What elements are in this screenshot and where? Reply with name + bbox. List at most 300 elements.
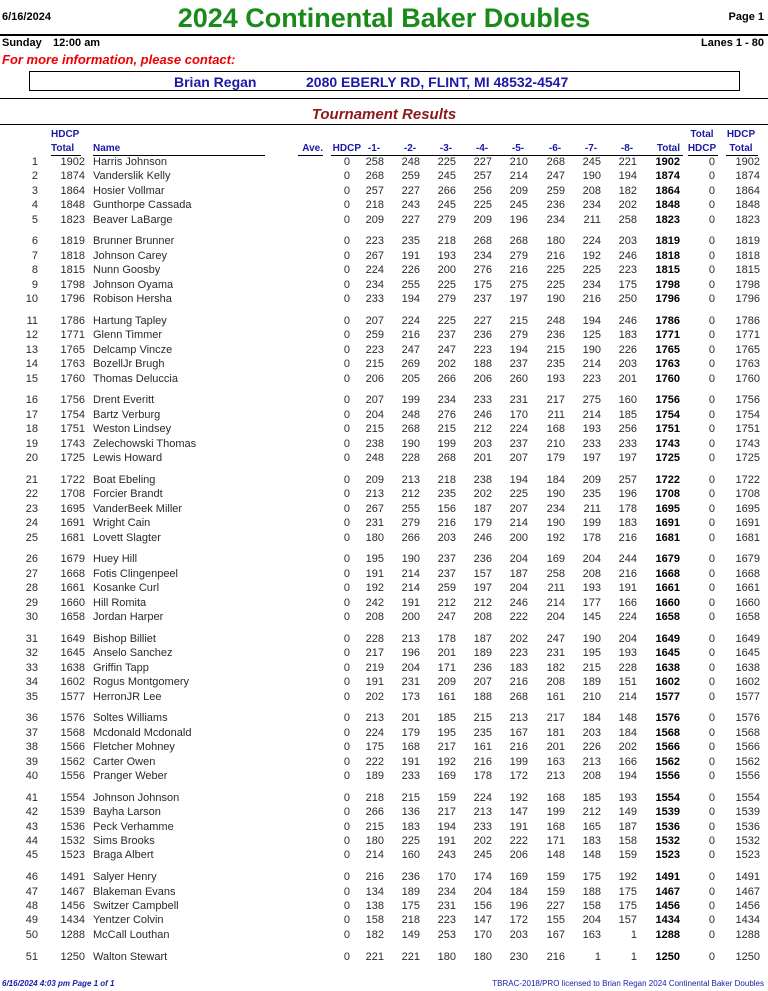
table-row [0, 488, 768, 502]
cell-total-hdcp: 0 [708, 293, 715, 306]
cell-game-7: 214 [582, 358, 601, 371]
cell-hdcp: 0 [343, 690, 350, 703]
cell-rank: 47 [25, 885, 38, 898]
cell-hdcp: 0 [343, 473, 350, 486]
cell-game-8: 228 [618, 661, 637, 674]
cell-hdcp: 0 [343, 661, 350, 674]
cell-total-hdcp: 0 [708, 372, 715, 385]
cell-total-hdcp: 0 [708, 899, 715, 912]
cell-rank: 30 [25, 611, 38, 623]
cell-game-6: 148 [546, 849, 565, 862]
cell-game-4: 156 [473, 899, 492, 912]
cell-game-1: 238 [365, 437, 384, 450]
cell-total: 1771 [655, 329, 680, 342]
cell-game-8: 194 [618, 170, 637, 183]
cell-total: 1568 [655, 726, 680, 739]
cell-hdcp-total: 1765 [60, 343, 85, 356]
cell-game-6: 211 [547, 582, 565, 595]
cell-game-8: 193 [618, 791, 637, 804]
cell-total: 1556 [655, 769, 680, 782]
table-row [0, 662, 768, 676]
cell-game-2: 228 [401, 452, 420, 465]
cell-total: 1566 [655, 741, 680, 753]
cell-name: BozellJr Brugh [93, 358, 165, 371]
cell-hdcp: 0 [343, 293, 350, 306]
table-row [0, 532, 768, 546]
cell-game-4: 202 [473, 835, 492, 847]
cell-rank: 11 [26, 314, 38, 327]
cell-game-7: 125 [582, 329, 601, 342]
cell-hdcp: 0 [343, 264, 350, 277]
cell-rank: 32 [25, 647, 38, 660]
cell-total: 1818 [655, 249, 680, 262]
cell-game-7: 190 [582, 343, 601, 356]
table-row [0, 756, 768, 770]
cell-game-3: 234 [437, 394, 456, 407]
cell-hdcp-total: 1722 [60, 473, 85, 486]
cell-game-5: 199 [509, 755, 528, 768]
cell-rank: 4 [31, 199, 38, 212]
cell-hdcp-total: 1760 [60, 372, 85, 385]
col-hdcp-total2-top: HDCP [726, 129, 756, 140]
cell-rank: 14 [25, 358, 38, 371]
cell-game-3: 193 [437, 249, 456, 262]
cell-total: 1760 [655, 372, 680, 385]
cell-hdcp-total: 1756 [60, 394, 85, 407]
cell-game-4: 188 [473, 358, 492, 371]
cell-game-6: 236 [546, 329, 565, 342]
cell-game-8: 197 [618, 452, 637, 465]
cell-name: Walton Stewart [93, 950, 168, 963]
cell-game-5: 214 [509, 517, 528, 530]
cell-game-2: 201 [401, 712, 420, 725]
cell-game-1: 234 [365, 278, 384, 291]
report-title: 2024 Continental Baker Doubles [177, 3, 591, 33]
cell-game-4: 178 [473, 769, 492, 782]
cell-total-hdcp: 0 [708, 213, 715, 226]
cell-hdcp: 0 [343, 199, 350, 212]
cell-game-1: 215 [365, 820, 384, 833]
cell-hdcp-total: 1532 [60, 835, 85, 847]
cell-game-5: 224 [509, 423, 528, 436]
cell-hdcp-total: 1577 [60, 690, 85, 703]
cell-hdcp-total2: 1902 [735, 156, 760, 168]
cell-game-6: 210 [546, 437, 565, 450]
cell-game-2: 189 [401, 885, 420, 898]
cell-hdcp-total: 1658 [60, 611, 85, 623]
cell-game-7: 234 [582, 278, 601, 291]
table-row [0, 676, 768, 690]
cell-hdcp-total2: 1708 [735, 488, 760, 501]
cell-total-hdcp: 0 [708, 596, 715, 609]
cell-game-2: 269 [401, 358, 420, 371]
cell-game-2: 214 [401, 567, 420, 580]
cell-total: 1562 [655, 755, 680, 768]
cell-game-5: 275 [509, 278, 528, 291]
cell-hdcp-total: 1554 [60, 791, 85, 804]
cell-hdcp-total: 1645 [60, 647, 85, 660]
cell-game-6: 248 [546, 314, 565, 327]
cell-game-6: 193 [546, 372, 565, 385]
cell-game-7: 184 [582, 712, 601, 725]
cell-game-7: 199 [582, 517, 601, 530]
cell-total-hdcp: 0 [708, 914, 715, 927]
cell-hdcp: 0 [343, 531, 350, 544]
cell-hdcp-total2: 1554 [735, 791, 760, 804]
cell-total: 1695 [655, 502, 680, 515]
cell-total: 1645 [655, 647, 680, 660]
cell-hdcp-total2: 1771 [735, 329, 760, 342]
col-game-5: -5- [511, 143, 525, 154]
cell-game-4: 161 [473, 741, 492, 753]
cell-game-5: 172 [509, 769, 528, 782]
cell-game-5: 210 [509, 156, 528, 168]
table-row [0, 358, 768, 372]
cell-hdcp: 0 [343, 806, 350, 818]
cell-game-7: 211 [583, 213, 601, 226]
cell-game-4: 238 [473, 473, 492, 486]
cell-hdcp-total: 1539 [60, 806, 85, 818]
cell-hdcp: 0 [343, 835, 350, 847]
table-row [0, 806, 768, 820]
cell-total: 1796 [655, 293, 680, 306]
cell-game-1: 221 [365, 950, 384, 963]
cell-game-2: 190 [401, 553, 420, 566]
cell-hdcp-total: 1798 [60, 278, 85, 291]
cell-game-8: 233 [618, 437, 637, 450]
cell-game-8: 204 [618, 632, 637, 645]
col-total: Total [656, 143, 680, 154]
cell-game-5: 209 [509, 184, 528, 197]
cell-total: 1539 [655, 806, 680, 818]
cell-game-5: 172 [509, 914, 528, 927]
cell-total-hdcp: 0 [708, 871, 715, 883]
cell-game-8: 178 [618, 502, 637, 515]
cell-game-4: 246 [473, 531, 492, 544]
cell-hdcp-total2: 1763 [735, 358, 760, 371]
cell-game-7: 223 [582, 372, 601, 385]
cell-game-3: 247 [437, 343, 456, 356]
cell-total-hdcp: 0 [708, 184, 715, 197]
cell-rank: 18 [25, 423, 38, 436]
cell-game-4: 233 [473, 394, 492, 407]
col-hdcp-total-bottom: Total [51, 143, 75, 154]
cell-hdcp-total2: 1523 [735, 849, 760, 862]
cell-hdcp-total2: 1568 [735, 726, 760, 739]
cell-rank: 49 [25, 914, 38, 927]
cell-game-7: 208 [582, 769, 601, 782]
cell-total: 1456 [655, 899, 680, 912]
cell-game-6: 247 [546, 170, 565, 183]
cell-hdcp-total2: 1743 [735, 437, 760, 450]
cell-total: 1763 [655, 358, 680, 371]
cell-game-2: 199 [401, 394, 420, 407]
table-row [0, 394, 768, 408]
cell-game-1: 138 [365, 899, 384, 912]
cell-game-5: 231 [509, 394, 528, 407]
cell-hdcp-total: 1576 [60, 712, 85, 725]
cell-game-3: 170 [437, 871, 456, 883]
cell-total: 1288 [655, 928, 680, 941]
cell-game-2: 236 [401, 871, 420, 883]
cell-hdcp-total: 1566 [60, 741, 85, 753]
cell-game-2: 173 [401, 690, 420, 703]
cell-name: Anselo Sanchez [93, 647, 173, 660]
col-total-hdcp-top: Total [690, 129, 714, 140]
cell-game-2: 248 [401, 408, 420, 421]
cell-game-3: 225 [437, 314, 456, 327]
cell-total: 1815 [655, 264, 680, 277]
cell-total-hdcp: 0 [708, 488, 715, 501]
cell-game-2: 255 [401, 278, 420, 291]
cell-total: 1467 [655, 885, 680, 898]
cell-game-4: 268 [473, 235, 492, 248]
cell-game-1: 213 [365, 488, 384, 501]
cell-rank: 35 [25, 690, 38, 703]
cell-hdcp: 0 [343, 871, 350, 883]
cell-hdcp: 0 [343, 791, 350, 804]
cell-game-8: 216 [618, 531, 637, 544]
cell-game-2: 200 [401, 611, 420, 623]
table-row [0, 886, 768, 900]
cell-game-1: 158 [365, 914, 384, 927]
cell-game-6: 182 [546, 661, 565, 674]
table-row [0, 633, 768, 647]
cell-rank: 17 [25, 408, 38, 421]
cell-game-5: 237 [509, 358, 528, 371]
cell-total-hdcp: 0 [708, 835, 715, 847]
cell-name: Glenn Timmer [93, 329, 163, 342]
cell-hdcp: 0 [343, 452, 350, 465]
cell-game-8: 185 [618, 408, 637, 421]
cell-game-5: 197 [509, 293, 528, 306]
cell-total: 1756 [655, 394, 680, 407]
cell-game-7: 145 [582, 611, 601, 623]
cell-game-4: 227 [473, 314, 492, 327]
col-game-6: -6- [548, 143, 562, 154]
cell-hdcp: 0 [343, 647, 350, 660]
cell-hdcp-total2: 1818 [735, 249, 760, 262]
cell-rank: 42 [25, 806, 38, 818]
cell-game-3: 266 [437, 372, 456, 385]
cell-game-7: 216 [582, 293, 601, 306]
cell-game-6: 190 [546, 517, 565, 530]
table-row [0, 199, 768, 213]
cell-total-hdcp: 0 [708, 820, 715, 833]
table-row [0, 517, 768, 531]
cell-game-3: 253 [437, 928, 456, 941]
table-row [0, 170, 768, 184]
cell-game-5: 237 [509, 437, 528, 450]
cell-game-6: 184 [546, 473, 565, 486]
cell-game-5: 192 [509, 791, 528, 804]
cell-game-6: 231 [546, 647, 565, 660]
cell-game-1: 218 [365, 199, 384, 212]
cell-total: 1765 [655, 343, 680, 356]
table-row [0, 264, 768, 278]
cell-total-hdcp: 0 [708, 647, 715, 660]
cell-hdcp-total: 1708 [60, 488, 85, 501]
cell-hdcp: 0 [343, 502, 350, 515]
cell-game-6: 204 [546, 611, 565, 623]
cell-rank: 34 [25, 676, 38, 688]
cell-game-4: 236 [473, 329, 492, 342]
cell-total: 1250 [655, 950, 680, 963]
cell-game-2: 224 [401, 314, 420, 327]
cell-game-4: 175 [473, 278, 492, 291]
cell-game-1: 223 [365, 235, 384, 248]
cell-name: Bishop Billiet [93, 632, 156, 645]
cell-total-hdcp: 0 [708, 741, 715, 753]
cell-game-6: 259 [546, 184, 565, 197]
cell-game-7: 208 [582, 567, 601, 580]
cell-total-hdcp: 0 [708, 408, 715, 421]
cell-name: Bartz Verburg [93, 408, 161, 421]
cell-game-5: 213 [509, 712, 528, 725]
cell-name: Pranger Weber [93, 769, 168, 782]
cell-rank: 15 [25, 372, 38, 385]
cell-game-4: 212 [473, 596, 492, 609]
cell-game-4: 276 [473, 264, 492, 277]
cell-game-3: 171 [437, 661, 456, 674]
cell-rank: 16 [25, 394, 38, 407]
cell-game-2: 179 [401, 726, 420, 739]
cell-game-8: 187 [618, 820, 637, 833]
cell-game-1: 192 [365, 582, 384, 595]
table-row [0, 712, 768, 726]
cell-hdcp-total2: 1679 [735, 553, 760, 566]
cell-game-4: 227 [473, 156, 492, 168]
cell-game-3: 185 [437, 712, 456, 725]
cell-game-5: 260 [509, 372, 528, 385]
cell-hdcp: 0 [343, 156, 350, 168]
cell-game-2: 268 [401, 423, 420, 436]
cell-rank: 31 [25, 632, 38, 645]
cell-game-8: 166 [618, 755, 637, 768]
cell-game-8: 224 [618, 611, 637, 623]
cell-hdcp: 0 [343, 249, 350, 262]
cell-hdcp-total2: 1556 [735, 769, 760, 782]
cell-total: 1523 [655, 849, 680, 862]
cell-game-4: 188 [473, 690, 492, 703]
cell-game-8: 246 [618, 314, 637, 327]
cell-game-1: 268 [365, 170, 384, 183]
cell-game-2: 149 [401, 928, 420, 941]
cell-total-hdcp: 0 [708, 199, 715, 212]
cell-total: 1743 [655, 437, 680, 450]
cell-game-3: 234 [437, 885, 456, 898]
cell-game-3: 215 [437, 423, 456, 436]
cell-game-6: 180 [546, 235, 565, 248]
cell-game-5: 169 [509, 871, 528, 883]
cell-game-8: 246 [618, 249, 637, 262]
cell-game-3: 245 [437, 199, 456, 212]
cell-game-6: 159 [546, 871, 565, 883]
contact-address: 2080 EBERLY RD, FLINT, MI 48532-4547 [306, 74, 569, 90]
cell-hdcp: 0 [343, 676, 350, 688]
cell-game-4: 224 [473, 791, 492, 804]
cell-hdcp: 0 [343, 184, 350, 197]
cell-game-6: 234 [546, 213, 565, 226]
cell-game-5: 279 [509, 249, 528, 262]
table-row [0, 821, 768, 835]
cell-game-3: 266 [437, 184, 456, 197]
cell-game-2: 205 [401, 372, 420, 385]
cell-name: Delcamp Vincze [93, 343, 173, 356]
cell-game-7: 208 [582, 184, 601, 197]
cell-game-1: 189 [365, 769, 384, 782]
cell-game-8: 202 [618, 741, 637, 753]
cell-game-1: 209 [365, 473, 384, 486]
table-row [0, 900, 768, 914]
cell-game-8: 151 [618, 676, 637, 688]
cell-total: 1554 [655, 791, 680, 804]
cell-total-hdcp: 0 [708, 170, 715, 183]
cell-game-5: 204 [509, 553, 528, 566]
cell-hdcp-total2: 1577 [735, 690, 760, 703]
cell-game-6: 227 [546, 899, 565, 912]
cell-rank: 1 [31, 156, 38, 168]
cell-game-1: 216 [365, 871, 384, 883]
cell-name: Fotis Clingenpeel [93, 567, 178, 580]
cell-hdcp-total: 1815 [60, 264, 85, 277]
cell-hdcp-total2: 1539 [735, 806, 760, 818]
cell-game-1: 259 [365, 329, 384, 342]
table-row [0, 835, 768, 849]
cell-game-8: 221 [618, 156, 637, 168]
cell-hdcp-total: 1823 [60, 213, 85, 226]
col-game-2: -2- [403, 143, 417, 154]
cell-game-5: 202 [509, 632, 528, 645]
cell-game-7: 183 [582, 835, 601, 847]
cell-total: 1649 [655, 632, 680, 645]
cell-name: Fletcher Mohney [93, 741, 175, 753]
cell-game-7: 190 [582, 632, 601, 645]
cell-game-6: 199 [546, 806, 565, 818]
cell-game-8: 201 [618, 372, 637, 385]
cell-total-hdcp: 0 [708, 358, 715, 371]
cell-game-6: 214 [546, 596, 565, 609]
section-title: Tournament Results [311, 106, 457, 123]
cell-name: Nunn Goosby [93, 264, 161, 277]
col-game-4: -4- [475, 143, 489, 154]
cell-total-hdcp: 0 [708, 567, 715, 580]
cell-game-1: 242 [365, 596, 384, 609]
cell-game-7: 163 [582, 928, 601, 941]
cell-game-2: 213 [401, 632, 420, 645]
table-row [0, 553, 768, 567]
cell-game-6: 192 [546, 531, 565, 544]
cell-game-1: 209 [365, 213, 384, 226]
cell-game-8: 184 [618, 726, 637, 739]
col-ave: Ave. [302, 143, 323, 154]
cell-total-hdcp: 0 [708, 264, 715, 277]
cell-game-3: 194 [437, 820, 456, 833]
cell-game-7: 234 [582, 199, 601, 212]
cell-game-4: 246 [473, 408, 492, 421]
cell-game-7: 188 [582, 885, 601, 898]
cell-game-7: 148 [582, 849, 601, 862]
cell-game-6: 169 [546, 553, 565, 566]
cell-game-2: 196 [401, 647, 420, 660]
cell-game-5: 279 [509, 329, 528, 342]
cell-hdcp-total2: 1756 [735, 394, 760, 407]
cell-game-5: 222 [509, 835, 528, 847]
cell-game-7: 192 [582, 249, 601, 262]
cell-game-5: 196 [509, 213, 528, 226]
cell-game-4: 206 [473, 372, 492, 385]
cell-hdcp: 0 [343, 741, 350, 753]
